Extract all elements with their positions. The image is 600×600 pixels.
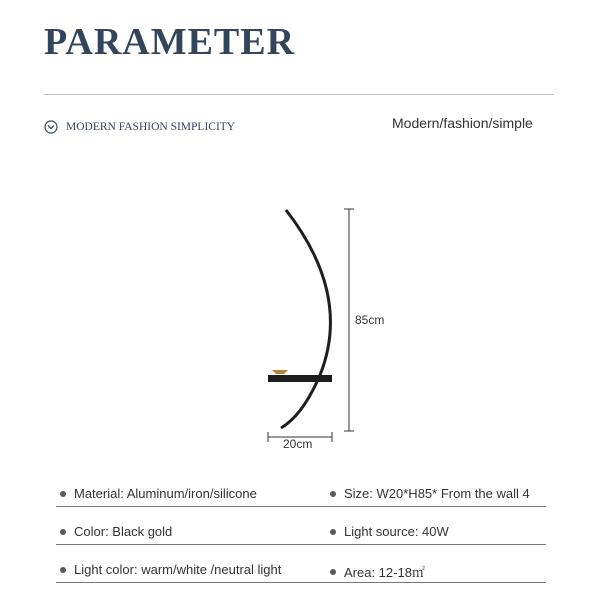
spec-text: Material: Aluminum/iron/silicone	[74, 486, 257, 501]
spec-item-light-source	[330, 524, 449, 539]
bullet-icon	[60, 567, 66, 573]
width-label: 20cm	[283, 437, 313, 451]
lamp-ornament	[272, 370, 288, 374]
style-value: Modern/fashion/simple	[392, 115, 533, 131]
spec-text: Light source: 40W	[344, 524, 449, 539]
lamp-arc	[281, 210, 330, 428]
spec-item-color	[60, 524, 172, 539]
spec-row	[0, 524, 600, 554]
bullet-icon	[60, 491, 66, 497]
row-divider	[56, 506, 546, 507]
spec-item-material	[60, 486, 257, 501]
spec-text: Size: W20*H85* From the wall 4	[344, 486, 530, 501]
row-divider	[56, 544, 546, 545]
spec-item-light-color	[60, 562, 281, 577]
bullet-icon	[330, 569, 336, 575]
spec-text: Color: Black gold	[74, 524, 173, 539]
spec-row	[0, 562, 600, 592]
lamp-shelf	[268, 375, 332, 382]
spec-item-size	[330, 486, 530, 501]
row-divider	[56, 582, 546, 583]
height-dimension-line	[344, 209, 354, 431]
spec-text: Area: 12-18㎡	[344, 565, 425, 580]
spec-item-area	[330, 562, 425, 581]
bullet-icon	[330, 491, 336, 497]
spec-text: Light color: warm/white /neutral light	[74, 562, 282, 577]
height-label: 85cm	[355, 313, 385, 327]
bullet-icon	[60, 529, 66, 535]
spec-row	[0, 486, 600, 516]
page-title: PARAMETER	[44, 21, 296, 63]
section-label-text: MODERN FASHION SIMPLICITY	[66, 121, 236, 133]
bullet-icon	[330, 529, 336, 535]
